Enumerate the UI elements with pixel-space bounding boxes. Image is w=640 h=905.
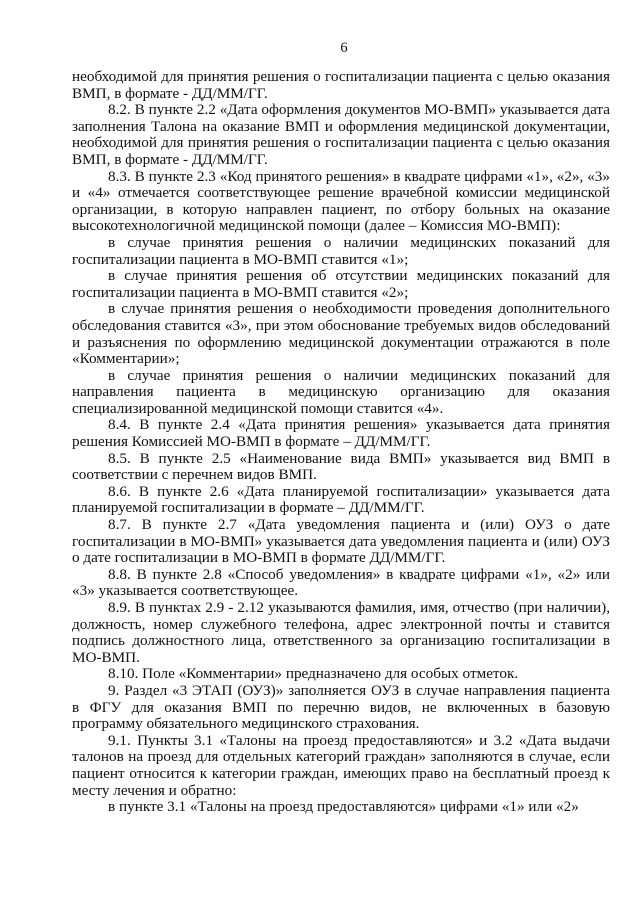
paragraph-decision-1: в случае принятия решения о наличии медицинских показаний для госпитализации пациента в МО-ВМП ставится «1»;: [72, 233, 610, 268]
paragraph-8-5: 8.5. В пункте 2.5 «Наименование вида ВМП» указывается вид ВМП в соответствии с перечнем видов ВМП.: [72, 449, 610, 484]
paragraph-9-1: 9.1. Пункты 3.1 «Талоны на проезд предоставляются» и 3.2 «Дата выдачи талонов на проезд для отдельных категорий граждан» заполняются в случае, если пациент относится к категории граждан, имеющих право на бесплатный проезд к месту лечения и обратно:: [72, 731, 610, 799]
paragraph-8-4: 8.4. В пункте 2.4 «Дата принятия решения» указывается дата принятия решения Комиссией МО-ВМП в формате – ДД/ММ/ГГ.: [72, 416, 610, 451]
paragraph-8-7: 8.7. В пункте 2.7 «Дата уведомления пациента и (или) ОУЗ о дате госпитализации в МО-ВМП» указывается дата уведомления пациента и (или) ОУЗ о дате госпитализации в МО-ВМП в формате ДД/ММ/ГГ.: [72, 516, 610, 567]
paragraph-continued: необходимой для принятия решения о госпитализации пациента с целью оказания ВМП, в формате - ДД/ММ/ГГ.: [72, 68, 610, 102]
paragraph-8-3: 8.3. В пункте 2.3 «Код принятого решения» в квадрате цифрами «1», «2», «3» и «4» отмечается соответствующее решение врачебной комиссии медицинской организации, в которую направлен пациент, по отбору больных на оказание высокотехнологичной медицинской помощи (далее – Комиссия МО-ВМП):: [72, 167, 610, 235]
paragraph-decision-2: в случае принятия решения об отсутствии медицинских показаний для госпитализации пациента в МО-ВМП ставится «2»;: [72, 267, 610, 301]
page-number: 6: [340, 40, 348, 56]
paragraph-8-2: 8.2. В пункте 2.2 «Дата оформления документов МО-ВМП» указывается дата заполнения Талона на оказание ВМП и оформления медицинской документации, необходимой для принятия решения о госпитализации пациента с целью оказания ВМП, в формате - ДД/ММ/ГГ.: [72, 101, 610, 168]
paragraph-decision-3: в случае принятия решения о необходимости проведения дополнительного обследования ставится «3», при этом обоснование требуемых видов обследований и разъяснения по оформлению медицинской документации отражаются в поле «Комментарии»;: [72, 300, 610, 368]
paragraph-8-10: 8.10. Поле «Комментарии» предназначено для особых отметок.: [108, 665, 519, 683]
paragraph-9: 9. Раздел «3 ЭТАП (ОУЗ)» заполняется ОУЗ в случае направления пациента в ФГУ для оказания ВМП по перечню видов, не включенных в базовую программу обязательного медицинского страхования.: [72, 681, 610, 733]
paragraph-3-1-tickets: в пункте 3.1 «Талоны на проезд предоставляются» цифрами «1» или «2»: [108, 798, 579, 816]
paragraph-decision-4: в случае принятия решения о наличии медицинских показаний для направления пациента в медицинскую организацию для оказания специализированной медицинской помощи ставится «4».: [72, 366, 610, 417]
paragraph-8-6: 8.6. В пункте 2.6 «Дата планируемой госпитализации» указывается дата планируемой госпитализации в формате – ДД/ММ/ГГ.: [72, 482, 610, 517]
paragraph-8-9: 8.9. В пунктах 2.9 - 2.12 указываются фамилия, имя, отчество (при наличии), должность, номер служебного телефона, адрес электронной почты и ставится подпись должностного лица, ответственного за организацию госпитализации в МО-ВМП.: [72, 599, 610, 666]
paragraph-8-8: 8.8. В пункте 2.8 «Способ уведомления» в квадрате цифрами «1», «2» или «3» указывается соответствующее.: [72, 565, 610, 600]
